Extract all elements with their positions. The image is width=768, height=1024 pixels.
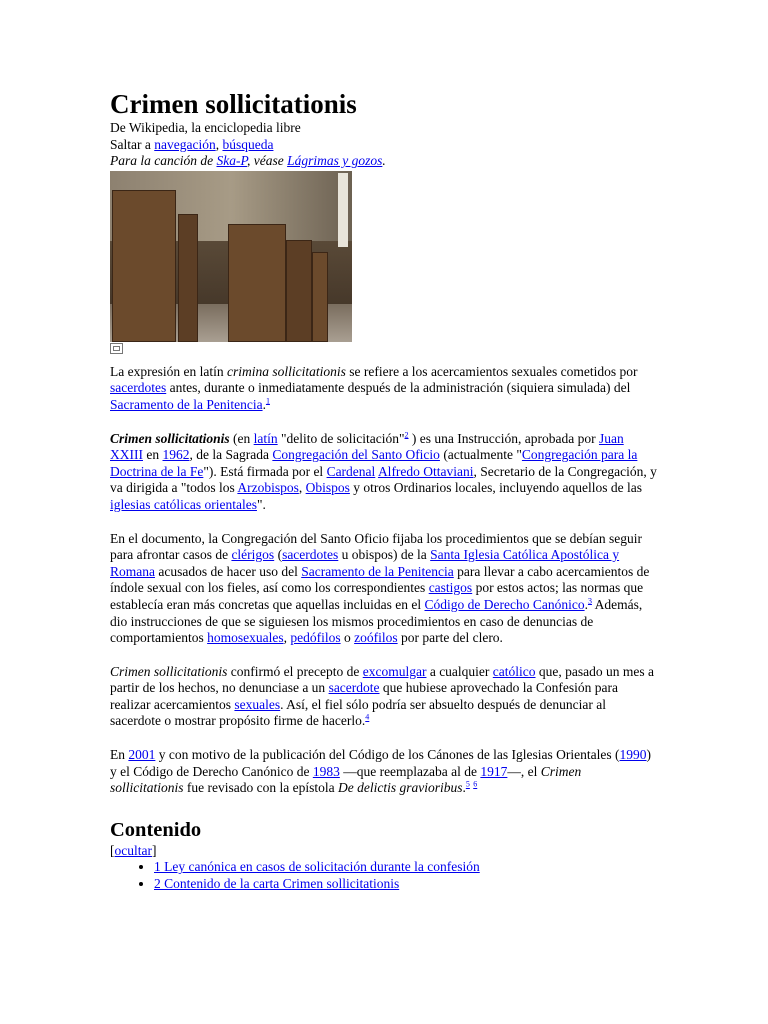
link-cardenal[interactable]: Cardenal: [326, 463, 376, 479]
link-1962[interactable]: 1962: [162, 447, 190, 463]
toc-item: [154, 876, 658, 893]
ska-p-link[interactable]: Ska-P: [216, 153, 247, 169]
confessional-1: [112, 190, 176, 342]
confessional-4: [286, 240, 312, 342]
link-excomulgar[interactable]: excomulgar: [362, 663, 427, 679]
link-alfredo-ottaviani[interactable]: Alfredo Ottaviani: [377, 463, 474, 479]
jump-navigation-link[interactable]: navegación: [154, 136, 216, 152]
link-arzobispos[interactable]: Arzobispos: [237, 480, 299, 496]
link-2001[interactable]: 2001: [128, 747, 156, 763]
photo-window: [338, 173, 348, 247]
paragraph-1: La expresión en latín crimina sollicitationis se refiere a los acercamientos sexuales cometidos por sacerdotes antes, durante o inmediatamente después de la administración (siquiera simulada) del Sacramento de la Penitencia.$^1$: [110, 363, 638, 412]
link-1983[interactable]: 1983: [312, 763, 340, 779]
page-title: Crimen sollicitationis: [110, 89, 357, 119]
ref-5[interactable]: 5: [465, 779, 470, 789]
link-juan-xxiii[interactable]: Juan XXIII: [110, 430, 624, 463]
hatnote: Para la canción de Ska-P, véase Lágrimas y gozos.: [110, 153, 386, 169]
paragraph-3: En el documento, la Congregación del Santo Oficio fijaba los procedimientos que se debían seguir para afrontar casos de clérigos (sacerdotes u obispos) de la Santa Iglesia Católica Apostólica y Romana acusados de hacer uso del Sacramento de la Penitencia para llevar a cabo acercamientos de índole sexual con los fieles, así como los correspondientes castigos por estos actos; las normas que establecía eran más concretas que aquellas incluidas en el Código de Derecho Canónico.$^3$ Además, dio instrucciones de que se siguiesen los mismos procedimientos en caso de denuncias de comportamientos homosexuales, pedófilos o zoófilos por parte del clero.: [110, 530, 650, 646]
article: [110, 88, 658, 893]
magnify-icon[interactable]: [110, 343, 123, 354]
link-obispos[interactable]: Obispos: [305, 480, 350, 496]
lagrimas-y-gozos-link[interactable]: Lágrimas y gozos: [287, 153, 383, 169]
link-doctrina-fe[interactable]: Congregación para la Doctrina de la Fe: [110, 447, 638, 479]
link-1990[interactable]: 1990: [619, 747, 647, 763]
site-subtitle: De Wikipedia, la enciclopedia libre: [110, 120, 301, 135]
toc-item: [154, 859, 658, 876]
link-castigos[interactable]: castigos: [428, 580, 473, 596]
ref-3[interactable]: 3: [587, 596, 592, 606]
link-sexuales[interactable]: sexuales: [234, 696, 281, 712]
confessional-2: [178, 214, 198, 342]
link-santa-iglesia[interactable]: Santa Iglesia Católica Apostólica y Romana: [110, 547, 620, 579]
toc-list: [110, 859, 658, 892]
link-sacerdotes[interactable]: sacerdotes: [110, 380, 167, 396]
link-sacramento-penitencia-2[interactable]: Sacramento de la Penitencia: [301, 563, 454, 579]
confessional-5: [312, 252, 328, 342]
link-catolico[interactable]: católico: [492, 663, 536, 679]
link-sacramento-penitencia[interactable]: Sacramento de la Penitencia: [110, 396, 263, 412]
toc-hide-link[interactable]: ocultar: [114, 842, 152, 858]
link-sacerdote[interactable]: sacerdote: [328, 680, 380, 696]
confessionals-photo[interactable]: [110, 171, 352, 342]
link-latin[interactable]: latín: [253, 430, 278, 446]
ref-6[interactable]: 6: [473, 779, 478, 789]
ref-1[interactable]: 1: [265, 396, 270, 406]
toc-link-1[interactable]: 1 Ley canónica en casos de solicitación durante la confesión: [154, 859, 480, 875]
link-clerigos[interactable]: clérigos: [231, 547, 275, 563]
link-pedofilos[interactable]: pedófilos: [290, 630, 341, 646]
toc-title: Contenido: [110, 818, 202, 841]
toc-link-2[interactable]: 2 Contenido de la carta Crimen sollicitationis: [154, 876, 400, 892]
link-iglesias-orientales[interactable]: iglesias católicas orientales: [110, 496, 257, 512]
confessional-3: [228, 224, 286, 342]
link-codigo-derecho-canonico[interactable]: Código de Derecho Canónico: [424, 596, 585, 612]
link-1917[interactable]: 1917: [480, 763, 508, 779]
jump-search-link[interactable]: búsqueda: [222, 136, 274, 152]
link-sacerdotes-2[interactable]: sacerdotes: [282, 547, 339, 563]
ref-4[interactable]: 4: [365, 712, 370, 722]
paragraph-2: Crimen sollicitationis (en latín "delito de solicitación"$^2$ ) es una Instrucción, aprobada por Juan XXIII en 1962, de la Sagrada Congregación del Santo Oficio (actualmente "Congregación para la Doctrina de la Fe"). Está firmada por el Cardenal Alfredo Ottaviani, Secretario de la Congregación, y va dirigida a "todos los Arzobispos, Obispos y otros Ordinarios locales, incluyendo aquellos de las iglesias católicas orientales".: [110, 430, 657, 512]
link-santo-oficio[interactable]: Congregación del Santo Oficio: [272, 447, 440, 463]
toc-toggle: [ocultar]: [110, 842, 157, 858]
paragraph-5: En 2001 y con motivo de la publicación del Código de los Cánones de las Iglesias Orientales (1990) y el Código de Derecho Canónico de 1983 —que reemplazaba al de 1917—, el Crimen sollicitationis fue revisado con la epístola De delictis gravioribus.$^5$ $^6$: [110, 747, 652, 796]
ref-2[interactable]: 2: [404, 430, 409, 440]
link-zoofilos[interactable]: zoófilos: [354, 630, 398, 646]
paragraph-4: Crimen sollicitationis confirmó el precepto de excomulgar a cualquier católico que, pasado un mes a partir de los hechos, no denunciase a un sacerdote que hubiese aprovechado la Confesión para realizar acercamientos sexuales. Así, el fiel sólo podría ser absuelto después de denunciar al sacerdote o mostrar propósito firme de hacerlo.$^4$: [110, 663, 654, 729]
jump-links: Saltar a navegación, búsqueda: [110, 136, 274, 152]
link-homosexuales[interactable]: homosexuales: [207, 630, 284, 646]
